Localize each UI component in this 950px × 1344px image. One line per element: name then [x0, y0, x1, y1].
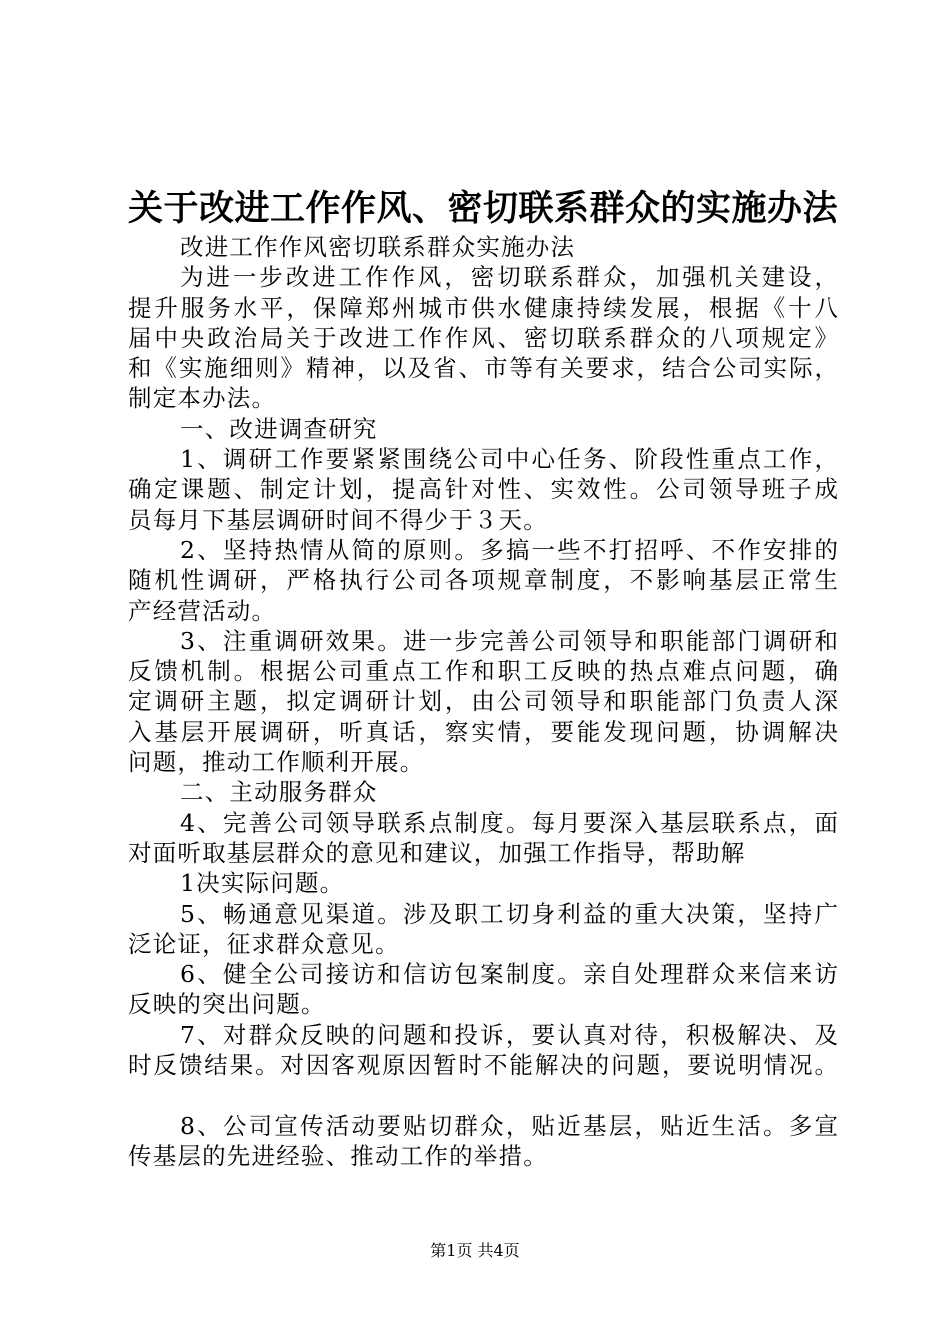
paragraph-line: 为进一步改进工作作风，密切联系群众，加强机关建设， [180, 263, 838, 292]
paragraph-line: 问题，推动工作顺利开展。 [128, 748, 425, 777]
paragraph-line: 和《实施细则》精神，以及省、市等有关要求，结合公司实际， [128, 354, 838, 383]
paragraph-line: 产经营活动。 [128, 596, 277, 625]
paragraph-line: 7、对群众反映的问题和投诉，要认真对待，积极解决、及 [180, 1020, 838, 1049]
paragraph-line: 届中央政治局关于改进工作作风、密切联系群众的八项规定》 [128, 323, 838, 352]
blank-line [128, 1080, 838, 1110]
paragraph-line: 制定本办法。 [128, 384, 277, 413]
paragraph-line: 确定课题、制定计划，提高针对性、实效性。公司领导班子成 [128, 475, 838, 504]
document-body [128, 232, 838, 1171]
section-heading: 一、改进调查研究 [180, 414, 378, 443]
paragraph-line: 对面听取基层群众的意见和建议，加强工作指导，帮助解 [128, 838, 746, 867]
paragraph-line: 时反馈结果。对因客观原因暂时不能解决的问题，要说明情况。 [128, 1051, 838, 1080]
paragraph-line: 2、坚持热情从简的原则。多搞一些不打招呼、不作安排的 [180, 535, 838, 564]
paragraph-line: 泛论证，征求群众意见。 [128, 929, 400, 958]
subtitle-line: 改进工作作风密切联系群众实施办法 [180, 233, 576, 261]
paragraph-line: 5、畅通意见渠道。涉及职工切身利益的重大决策，坚持广 [180, 899, 838, 928]
paragraph-line: 6、健全公司接访和信访包案制度。亲自处理群众来信来访 [180, 960, 838, 989]
page-number: 第1页 共4页 [430, 1241, 520, 1260]
paragraph-line: 入基层开展调研，听真话，察实情，要能发现问题，协调解决 [128, 717, 838, 746]
paragraph-line: 8、公司宣传活动要贴切群众，贴近基层，贴近生活。多宣 [180, 1111, 838, 1140]
paragraph-line: 4、完善公司领导联系点制度。每月要深入基层联系点，面 [180, 808, 838, 837]
paragraph-line: 反馈机制。根据公司重点工作和职工反映的热点难点问题，确 [128, 657, 838, 686]
paragraph-line: 定调研主题，拟定调研计划，由公司领导和职能部门负责人深 [128, 687, 838, 716]
document-title: 关于改进工作作风、密切联系群众的实施办法 [128, 189, 839, 229]
paragraph-line: 3、注重调研效果。进一步完善公司领导和职能部门调研和 [180, 626, 838, 655]
paragraph-line: 反映的突出问题。 [128, 990, 326, 1019]
paragraph-line: 提升服务水平，保障郑州城市供水健康持续发展，根据《十八 [128, 293, 838, 322]
paragraph-line: 员每月下基层调研时间不得少于３天。 [128, 505, 548, 534]
paragraph-line: 1、调研工作要紧紧围绕公司中心任务、阶段性重点工作， [180, 445, 838, 474]
paragraph-line: 1决实际问题。 [180, 869, 345, 898]
section-heading: 二、主动服务群众 [180, 778, 378, 807]
paragraph-line: 传基层的先进经验、推动工作的举措。 [128, 1141, 548, 1170]
paragraph-line: 随机性调研，严格执行公司各项规章制度，不影响基层正常生 [128, 566, 838, 595]
